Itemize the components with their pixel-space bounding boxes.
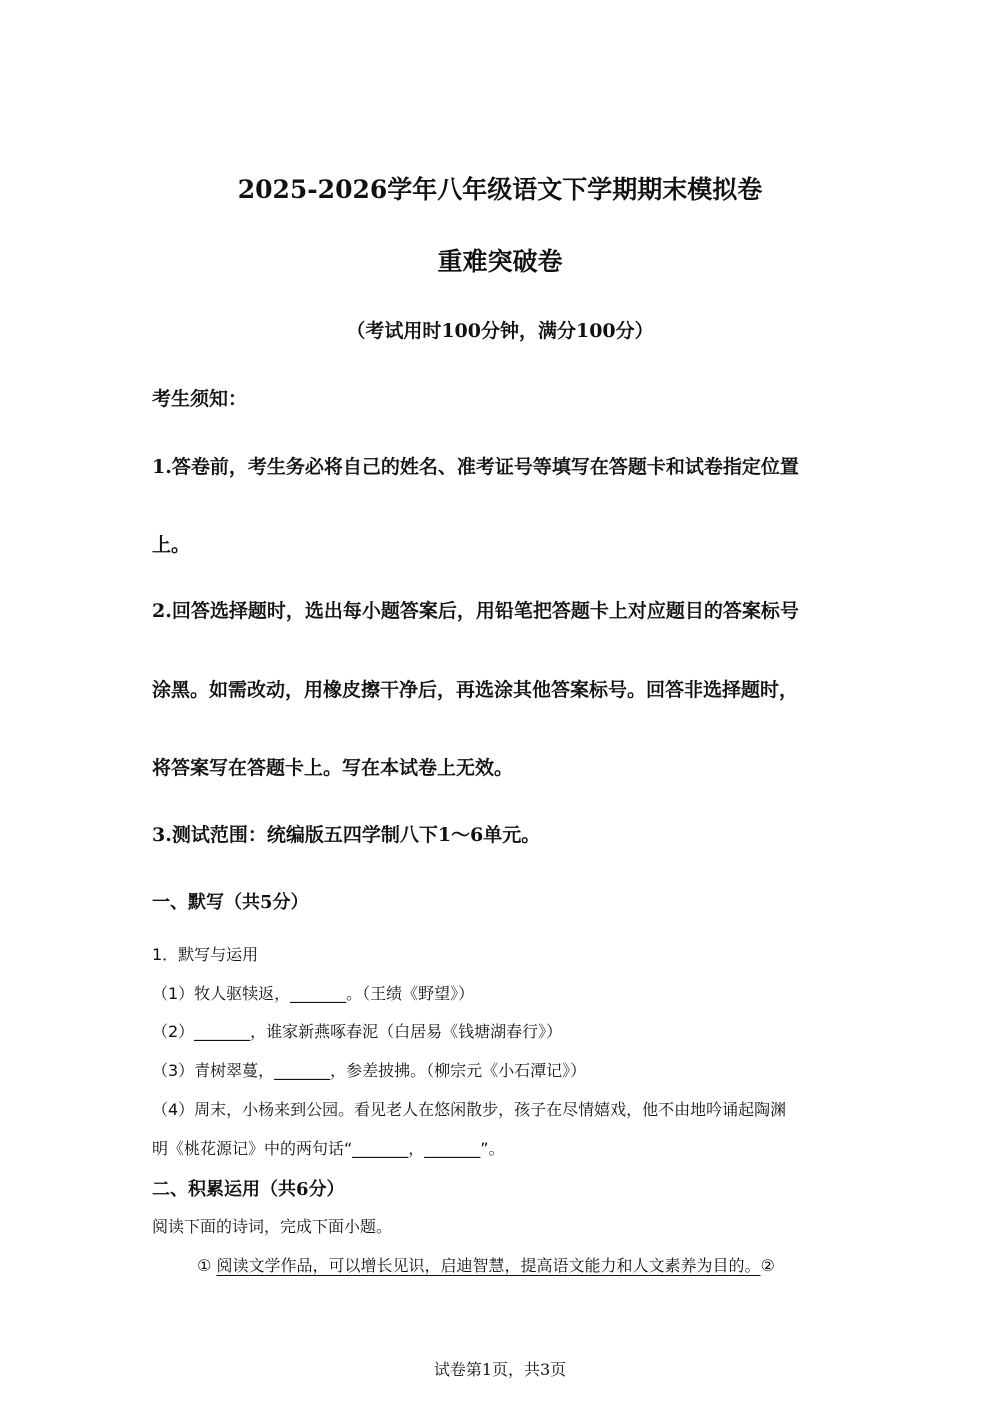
notice-item-2-line-2: 涂黑。如需改动，用橡皮擦干净后，再选涂其他答案标号。回答非选择题时， <box>152 679 799 701</box>
exam-subtitle: 重难突破卷 <box>437 247 563 276</box>
question-1-title: 1．默写与运用 <box>152 945 259 964</box>
section-2-heading: 二、积累运用（共6分） <box>152 1179 345 1200</box>
sentence-marker-2: ② <box>760 1256 775 1275</box>
question-1-part-3: （3）青树翠蔓，_______，参差披拂。（柳宗元《小石潭记》） <box>152 1061 587 1080</box>
notice-item-1-line-1: 1.答卷前，考生务必将自己的姓名、准考证号等填写在答题卡和试卷指定位置 <box>152 456 799 478</box>
question-1-part-4-line-2: 明《桃花源记》中的两句话“_______，_______”。 <box>152 1139 505 1158</box>
question-1-part-1: （1）牧人驱犊返，_______。（王绩《野望》） <box>152 984 475 1003</box>
question-1-part-4-line-1: （4）周末，小杨来到公园。看见老人在悠闲散步，孩子在尽情嬉戏，他不由地吟诵起陶渊 <box>152 1100 787 1119</box>
exam-time-info: （考试用时100分钟，满分100分） <box>346 320 654 342</box>
reading-passage <box>197 1253 775 1276</box>
page-footer: 试卷第1页，共3页 <box>433 1360 567 1379</box>
section-2-intro: 阅读下面的诗词，完成下面小题。 <box>152 1217 393 1236</box>
underlined-sentence: 阅读文学作品，可以增长见识，启迪智慧，提高语文能力和人文素养为目的。 <box>216 1256 761 1275</box>
notice-item-1-line-2: 上。 <box>152 534 191 556</box>
notice-item-2-line-1: 2.回答选择题时，选出每小题答案后，用铅笔把答题卡上对应题目的答案标号 <box>152 600 799 622</box>
notice-item-2-line-3: 将答案写在答题卡上。写在本试卷上无效。 <box>152 757 514 779</box>
sentence-marker-1: ① <box>197 1256 212 1275</box>
notice-heading: 考生须知： <box>152 388 248 410</box>
section-1-heading: 一、默写（共5分） <box>152 892 309 913</box>
question-1-part-2: （2）_______，谁家新燕啄春泥（白居易《钱塘湖春行》） <box>152 1022 563 1041</box>
notice-item-3: 3.测试范围：统编版五四学制八下1～6单元。 <box>152 824 541 846</box>
exam-title: 2025-2026学年八年级语文下学期期末模拟卷 <box>237 175 763 204</box>
